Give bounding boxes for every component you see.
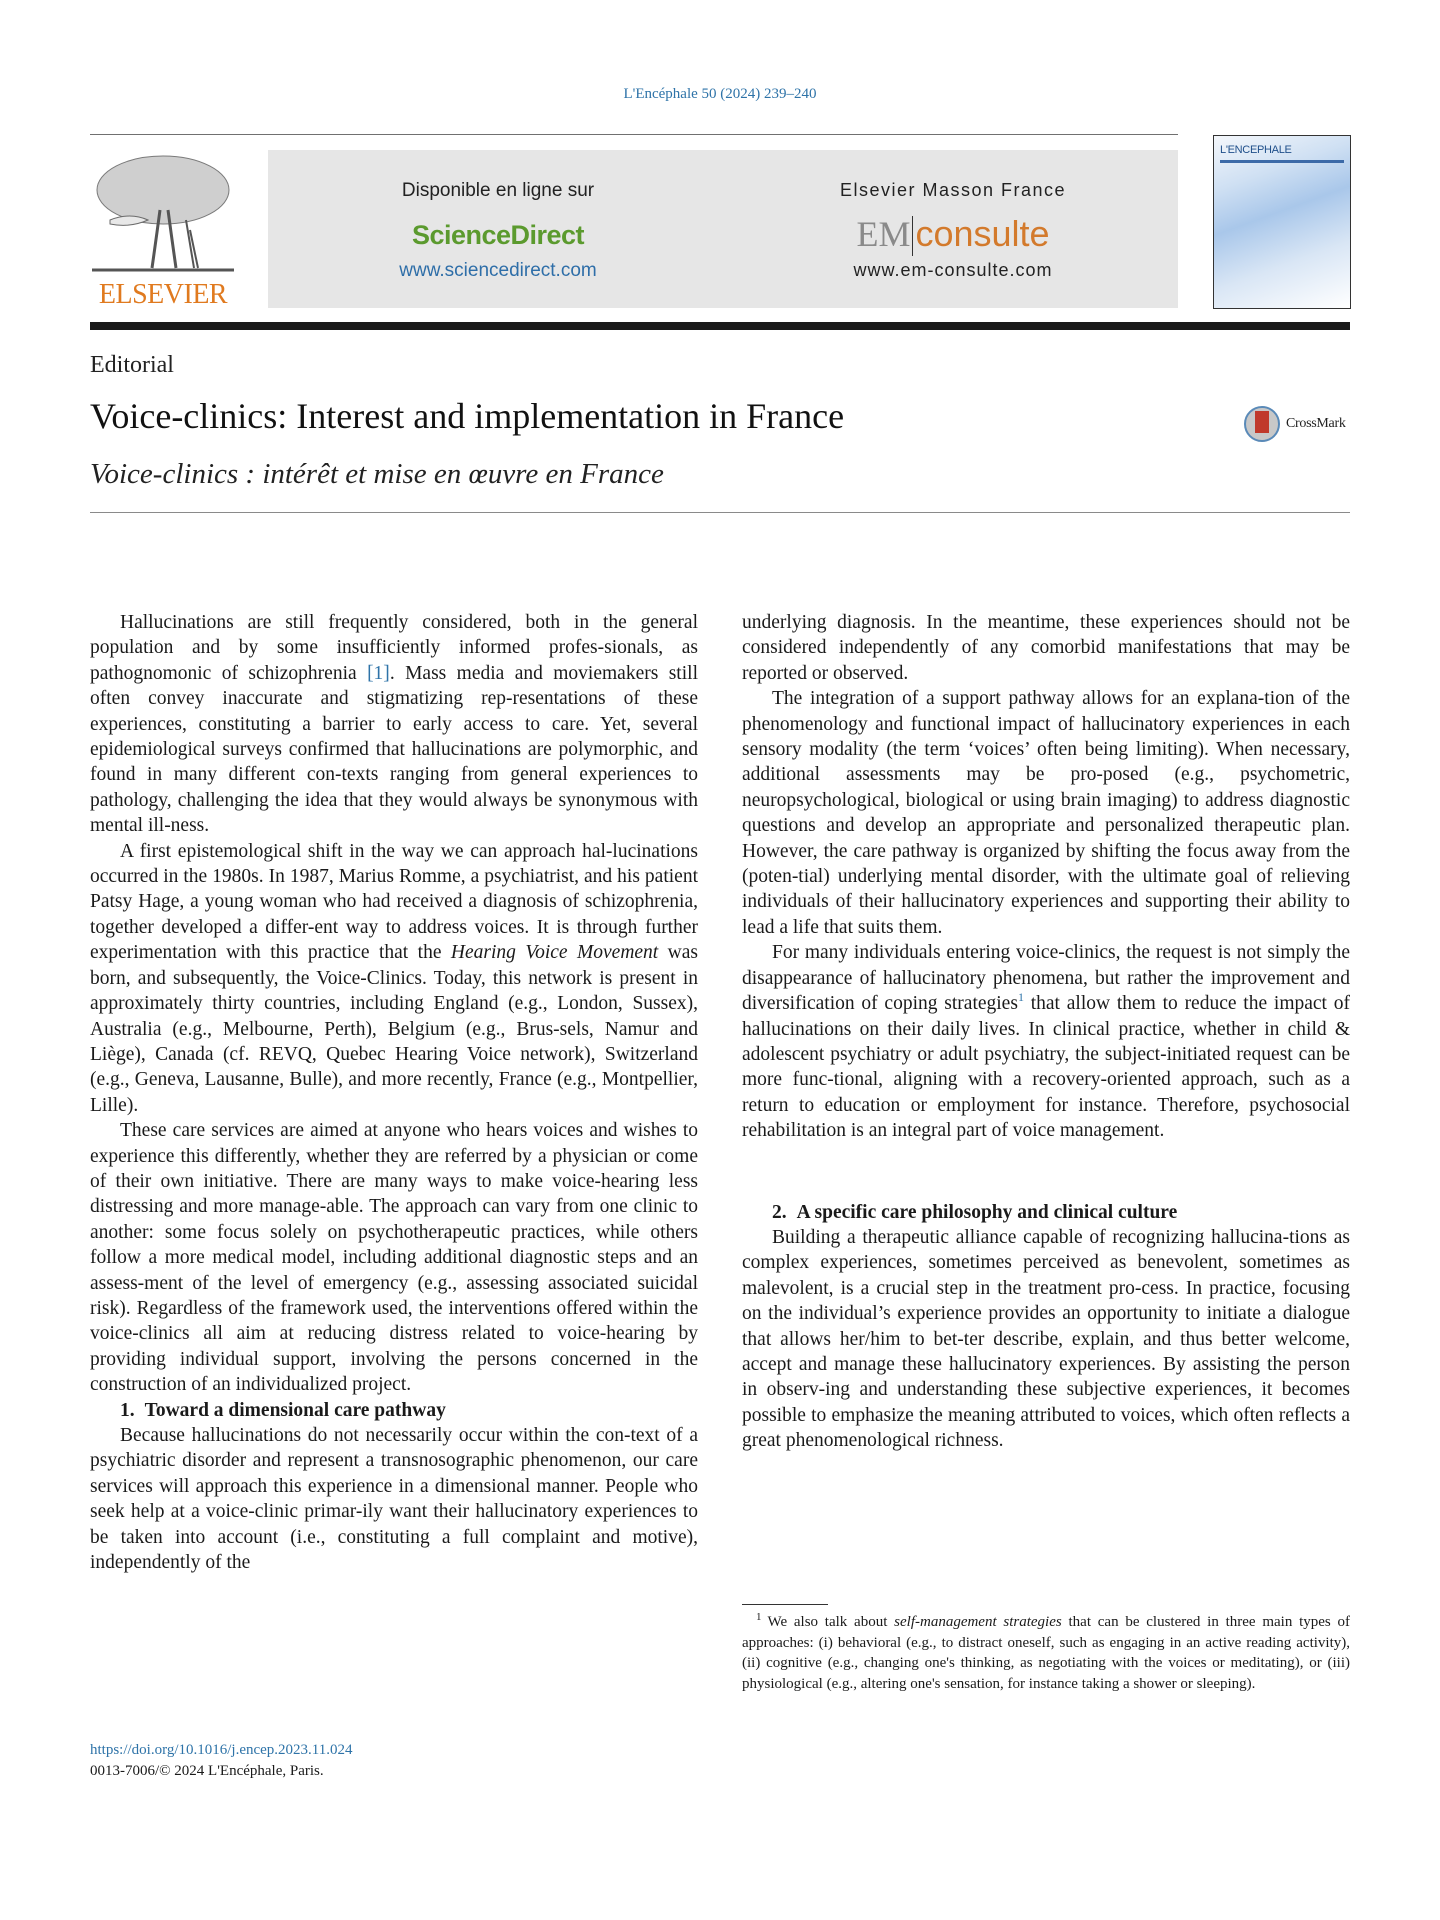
copyright-text: 0013-7006/© 2024 L'Encéphale, Paris. xyxy=(90,1763,324,1779)
doi-link[interactable]: https://doi.org/10.1016/j.encep.2023.11.024 xyxy=(90,1742,353,1758)
emconsulte-block xyxy=(728,150,1178,308)
elsevier-logo[interactable] xyxy=(90,150,236,310)
em-logo-divider xyxy=(912,216,913,256)
paragraph: underlying diagnosis. In the meantime, these experiences should not be considered independently of any comorbid manifestations that may be reported or observed. xyxy=(742,612,1350,684)
article-type: Editorial xyxy=(90,352,174,378)
journal-cover-thumbnail[interactable] xyxy=(1213,135,1351,309)
header-thick-rule xyxy=(90,322,1350,330)
sciencedirect-block xyxy=(268,150,728,308)
footnote-mark: 1 xyxy=(756,1611,762,1623)
paragraph: The integration of a support pathway allows for an explana-tion of the phenomenology and functional impact of hallucinatory experiences in each sensory modality (the term ‘voices’ often being limiting). When necessary, additional assessments may be pro-posed (e.g., psychometric, neuropsychological, biological or using brain imaging) to address diagnostic questions and develop an appropriate and personalized therapeutic plan. However, the care pathway is organized by shifting the focus away from the (poten-tial) underlying mental disorder, with the ultimate goal of relieving individuals of their hallucinatory experiences and supporting their ability to lead a life that suits them. xyxy=(742,688,1350,938)
article-title: Voice-clinics: Interest and implementation in France xyxy=(90,396,845,436)
paragraph xyxy=(742,940,1350,1143)
title-rule xyxy=(90,512,1350,513)
emconsulte-logo[interactable] xyxy=(728,212,1178,256)
left-column xyxy=(90,610,698,1575)
em-logo-consulte: consulte xyxy=(915,213,1050,254)
elsevier-tree-icon xyxy=(90,150,236,278)
footnote-link[interactable]: 1 xyxy=(1017,990,1024,1005)
footnote-emphasis: self-management strategies xyxy=(894,1614,1062,1630)
footnote xyxy=(742,1612,1350,1694)
section-heading-2 xyxy=(742,1200,1350,1225)
paragraph xyxy=(90,610,698,839)
elsevier-wordmark: ELSEVIER xyxy=(98,279,228,310)
section-heading-1 xyxy=(90,1398,698,1423)
citation-link[interactable]: [1] xyxy=(367,662,390,684)
footnote-text: that can be clustered in three main types of approaches: (i) behavioral (e.g., to distract oneself, such as engaging in an active reading activity), (ii) cognitive (e.g., changing one's thinking, as negotiating with the voices or meditating), or (iii) physiological (e.g., altering one's sensation, for instance taking a shower or sleeping). xyxy=(742,1614,1350,1692)
crossmark-button[interactable] xyxy=(1244,404,1354,448)
available-online-label: Disponible en ligne sur xyxy=(401,180,595,201)
journal-reference-link[interactable]: L'Encéphale 50 (2024) 239–240 xyxy=(623,86,817,102)
right-column xyxy=(742,610,1350,1454)
em-logo-em: EM xyxy=(856,214,911,254)
paragraph-text: For many individuals entering voice-clinics, the request is not simply the disappearance of hallucinatory phenomena, but rather the improvement and diversification of coping strategies xyxy=(742,942,1350,1015)
paragraph-text: was born, and subsequently, the Voice-Clinics. Today, this network is present in approximately thirty countries, including England (e.g., London, Sussex), Australia (e.g., Melbourne, Perth), Belgium (e.g., Brus-sels, Namur and Liège), Canada (cf. REVQ, Quebec Hearing Voice network), Switzerland (e.g., Geneva, Lausanne, Bulle), and more recently, France (e.g., Montpellier, Lille). xyxy=(90,942,698,1116)
emphasis-text: Hearing Voice Movement xyxy=(450,942,659,964)
section-number: 1. xyxy=(120,1399,135,1421)
crossmark-label: CrossMark xyxy=(1286,416,1346,431)
crossmark-ribbon-icon xyxy=(1255,411,1269,433)
sciencedirect-logo[interactable]: ScienceDirect xyxy=(411,220,585,250)
footnote-text: We also talk about xyxy=(767,1614,895,1630)
header-top-rule xyxy=(90,134,1178,135)
cover-title: L'ENCEPHALE xyxy=(1220,144,1292,156)
availability-banner xyxy=(268,150,1178,308)
footnote-rule xyxy=(742,1604,828,1605)
emconsulte-url-link[interactable]: www.em-consulte.com xyxy=(853,260,1053,280)
paragraph: Building a therapeutic alliance capable of recognizing hallucina-tions as complex experiences, sometimes perceived as benevolent, sometimes as malevolent, is a crucial step in the treatment pro-cess. In practice, focusing on the individual’s experience provides an opportunity to initiate a dialogue that allows her/him to bet-ter describe, explain, and thus better welcome, accept and manage these hallucinatory experiences. By assisting the person in observ-ing and understanding these subjective experiences, it becomes possible to emphasize the meaning attributed to voices, which often reflects a great phenomenological richness. xyxy=(742,1226,1350,1452)
cover-band xyxy=(1220,160,1344,163)
section-title: Toward a dimensional care pathway xyxy=(144,1399,446,1421)
paragraph-text: that allow them to reduce the impact of hallucinations on their daily lives. In clinical practice, whether in child & adolescent psychiatry or adult psychiatry, the subject-initiated request can be more func-tional, aligning with a recovery-oriented approach, such as a return to education or employment for instance. Therefore, psychosocial rehabilitation is an integral part of voice management. xyxy=(742,993,1350,1142)
article-subtitle-french: Voice-clinics : intérêt et mise en œuvre en France xyxy=(90,458,664,490)
paragraph-text: . Mass media and moviemakers still often convey inaccurate and stigmatizing rep-resentations of these experiences, constituting a barrier to early access to care. Yet, several epidemiological surveys confirmed that hallucinations are polymorphic, and found in many different con-texts ranging from general experiences to pathology, challenging the idea that they would always be synonymous with mental ill-ness. xyxy=(90,662,698,837)
paragraph-text: Hallucinations are still frequently considered, both in the general population and by some insufficiently informed profes-sionals, as pathognomonic of schizophrenia xyxy=(90,612,698,684)
sciencedirect-url-link[interactable]: www.sciencedirect.com xyxy=(399,260,597,281)
paragraph: These care services are aimed at anyone who hears voices and wishes to experience this differently, whether they are referred by a physician or come of their own initiative. There are many ways to make voice-hearing less distressing and more manage-able. The approach can vary from one clinic to another: some focus solely on psychotherapeutic practices, while others follow a more medical model, including additional diagnostic steps and an assess-ment of the level of emergency (e.g., assessing associated suicidal risk). Regardless of the framework used, the interventions offered within the voice-clinics all aim at reducing distress related to voice-hearing by providing individual support, involving the persons concerned in the construction of an individualized project. xyxy=(90,1120,698,1396)
em-publisher-label: Elsevier Masson France xyxy=(839,180,1067,200)
section-title: A specific care philosophy and clinical culture xyxy=(796,1201,1178,1223)
article-footer xyxy=(90,1740,353,1782)
paragraph-text: A first epistemological shift in the way we can approach hal-lucinations occurred in the 1980s. In 1987, Marius Romme, a psychiatrist, and his patient Patsy Hage, a young woman who had received a diagnosis of schizophrenia, together developed a differ-ent way to address voices. It is through further experimentation with this practice that the xyxy=(90,840,698,964)
section-number: 2. xyxy=(772,1201,787,1223)
paragraph xyxy=(90,839,698,1118)
paragraph: Because hallucinations do not necessarily occur within the con-text of a psychiatric disorder and represent a transnosographic phenomenon, our care services will approach this experience in a dimensional manner. People who seek help at a voice-clinic primar-ily want their hallucinatory experiences to be taken into account (i.e., constituting a full complaint and motive), independently of the xyxy=(90,1425,698,1574)
